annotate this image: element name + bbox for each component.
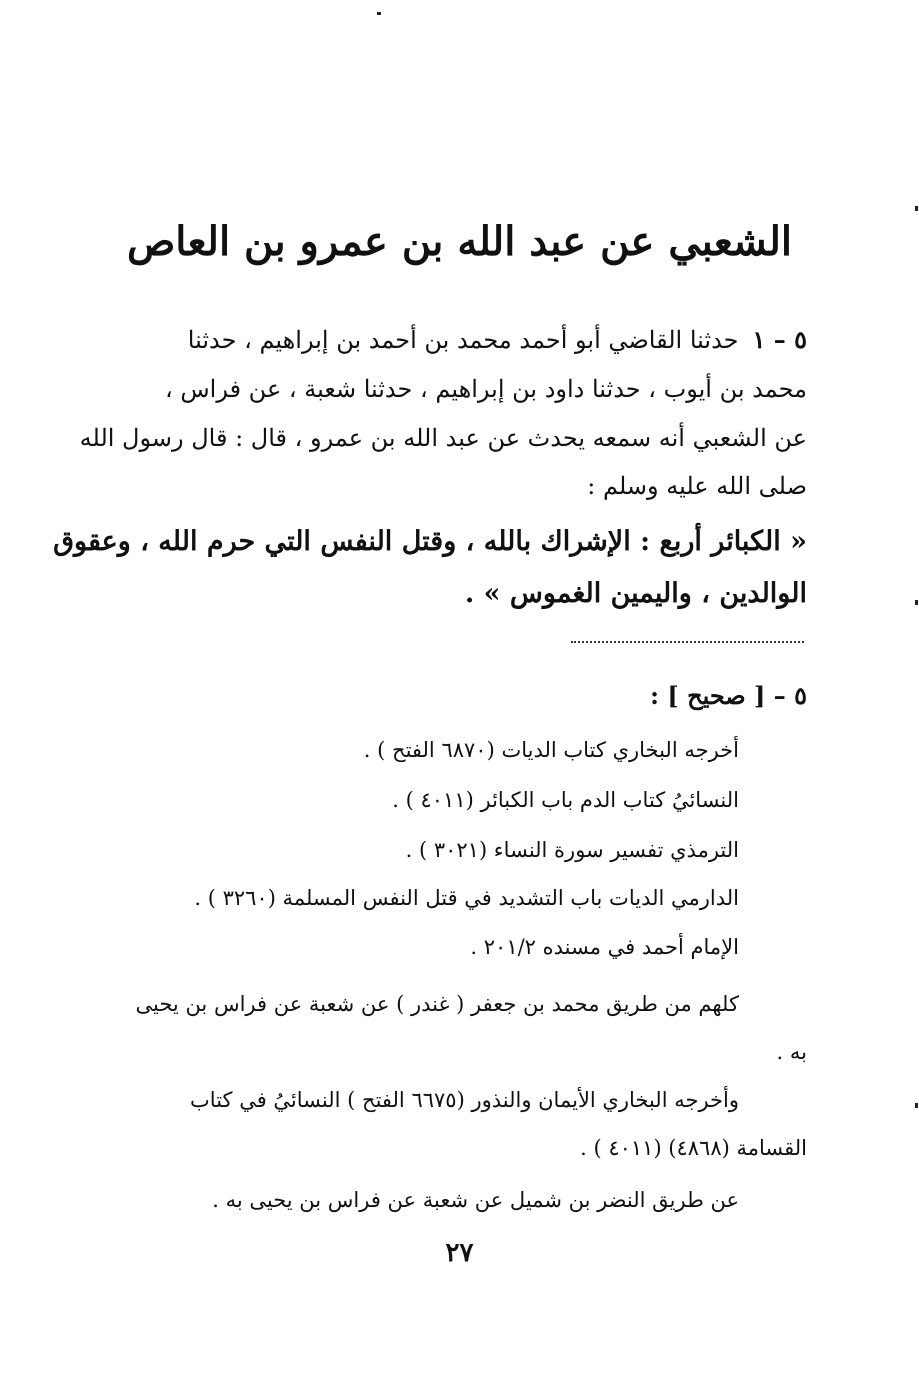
- scan-speck: [915, 206, 918, 211]
- chain-line-1: كلهم من طريق محمد بن جعفر ( غندر ) عن شعبة عن فراس بن يحيى: [135, 992, 739, 1016]
- hadith-matn-line-1: « الكبائر أربع : الإشراك بالله ، وقتل النفس التي حرم الله ، وعقوق: [53, 526, 807, 557]
- scan-speck: [377, 12, 381, 15]
- grading-label: ٥ – [ صحيح ] :: [650, 681, 807, 710]
- scan-speck: [915, 600, 918, 605]
- hadith-line-3: عن الشعبي أنه سمعه يحدث عن عبد الله بن عمرو ، قال : قال رسول الله: [79, 424, 807, 452]
- chain-line-2: به .: [776, 1040, 807, 1064]
- chapter-title: الشعبي عن عبد الله بن عمرو بن العاص: [126, 218, 793, 265]
- hadith-line-4: صلى الله عليه وسلم :: [587, 472, 807, 500]
- reference-line: الدارمي الديات باب التشديد في قتل النفس المسلمة (٣٢٦٠ ) .: [194, 886, 739, 910]
- hadith-line-1: [188, 326, 807, 355]
- reference-line: الإمام أحمد في مسنده ٢٠١/٢ .: [470, 935, 739, 959]
- hadith-matn-line-2: الوالدين ، واليمين الغموس » .: [464, 578, 807, 609]
- dotted-separator: [571, 641, 804, 643]
- reference-line: أخرجه البخاري كتاب الديات (٦٨٧٠ الفتح ) .: [363, 738, 739, 762]
- scan-speck: [915, 1103, 918, 1108]
- reference-line: النسائيُ كتاب الدم باب الكبائر (٤٠١١ ) .: [392, 788, 739, 812]
- more-refs-line-1: وأخرجه البخاري الأيمان والنذور (٦٦٧٥ الفتح ) النسائيُ في كتاب: [190, 1088, 739, 1112]
- page-number: ٢٧: [445, 1238, 474, 1268]
- reference-line: الترمذي تفسير سورة النساء (٣٠٢١ ) .: [405, 838, 739, 862]
- more-refs-line-2: القسامة (٤٨٦٨) (٤٠١١ ) .: [580, 1136, 807, 1160]
- hadith-text: حدثنا القاضي أبو أحمد محمد بن أحمد بن إبراهيم ، حدثنا: [187, 326, 739, 354]
- hadith-line-2: محمد بن أيوب ، حدثنا داود بن إبراهيم ، حدثنا شعبة ، عن فراس ،: [164, 375, 807, 403]
- hadith-number: ٥ – ١: [752, 325, 807, 354]
- last-ref-line: عن طريق النضر بن شميل عن شعبة عن فراس بن يحيى به .: [212, 1188, 739, 1212]
